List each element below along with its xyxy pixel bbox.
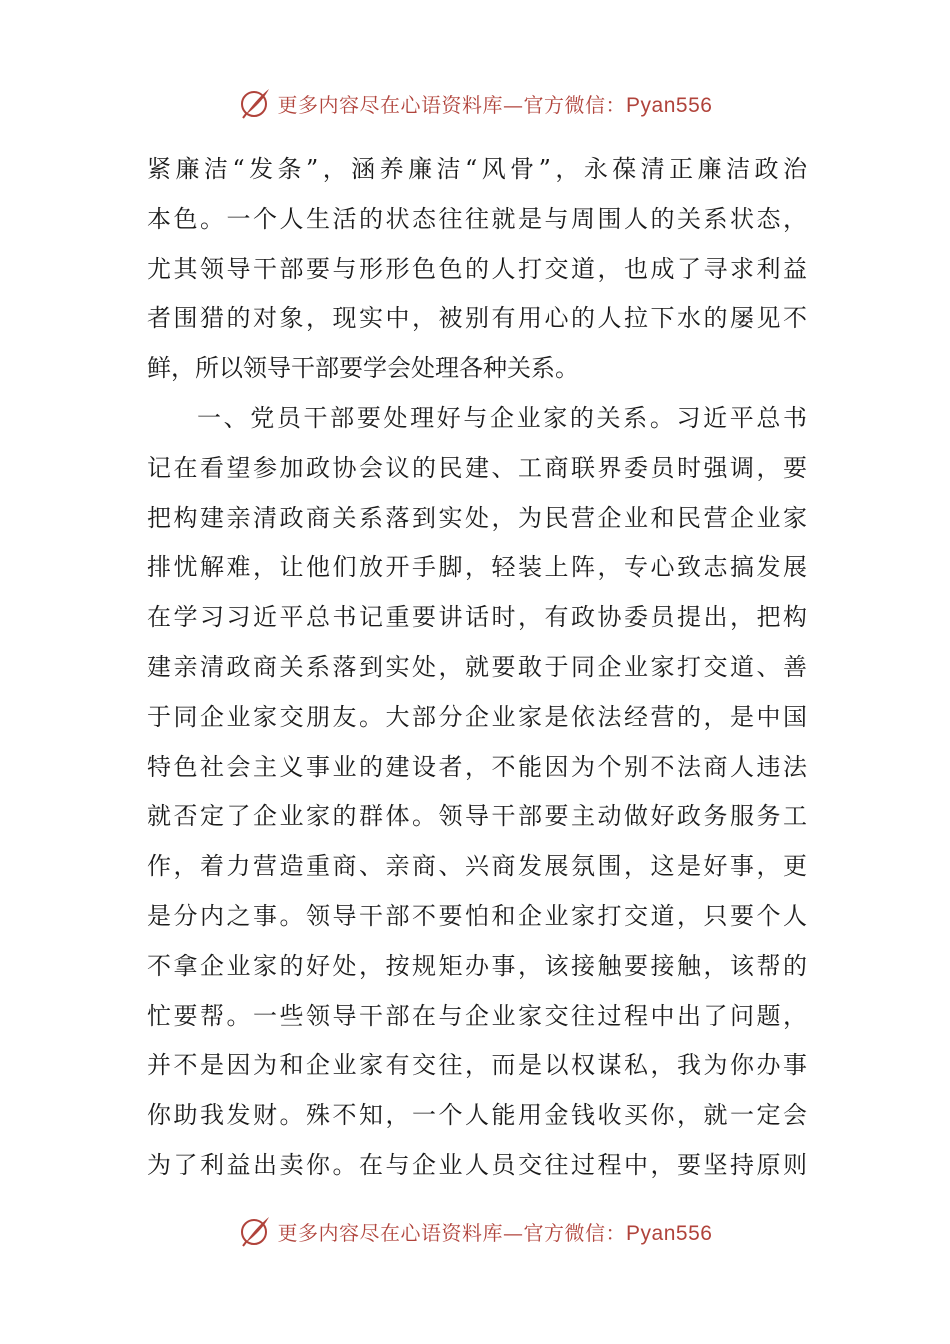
document-body — [147, 145, 807, 1191]
text-line: 建亲清政商关系落到实处，就要敢于同企业家打交道、善 — [147, 652, 807, 681]
text-line: 紧廉洁“发条”，涵养廉洁“风骨”，永葆清正廉洁政治 — [147, 155, 807, 183]
text-line: 把构建亲清政商关系落到实处，为民营企业和民营企业家 — [147, 503, 807, 532]
text-line: 你助我发财。殊不知，一个人能用金钱收买你，就一定会 — [147, 1101, 807, 1130]
text-line: 为了利益出卖你。在与企业人员交往过程中，要坚持原则 — [147, 1150, 807, 1179]
text-line: 在学习习近平总书记重要讲话时，有政协委员提出，把构 — [147, 603, 807, 632]
text-line: 作，着力营造重商、亲商、兴商发展氛围，这是好事，更 — [147, 852, 807, 881]
footer-banner-text: 更多内容尽在心语资料库—官方微信：Pyan556 — [277, 1220, 713, 1245]
text-line: 是分内之事。领导干部不要怕和企业家打交道，只要个人 — [147, 901, 807, 930]
text-line: 排忧解难，让他们放开手脚，轻装上阵，专心致志搞发展 — [147, 553, 807, 582]
text-line: 忙要帮。一些领导干部在与企业家交往过程中出了问题， — [147, 1001, 807, 1030]
text-line: 者围猎的对象，现实中，被别有用心的人拉下水的屡见不 — [147, 304, 807, 333]
text-line: 就否定了企业家的群体。领导干部要主动做好政务服务工 — [147, 802, 807, 831]
header-wechat-id: Pyan556 — [626, 93, 713, 117]
paragraph-start-line: 一、党员干部要处理好与企业家的关系。习近平总书 — [197, 403, 807, 432]
footer-banner — [0, 1211, 950, 1251]
text-line: 并不是因为和企业家有交往，而是以权谋私，我为你办事 — [147, 1051, 807, 1080]
text-line: 鲜，所以领导干部要学会处理各种关系。 — [147, 354, 579, 383]
text-line: 不拿企业家的好处，按规矩办事，该接触要接触，该帮的 — [147, 951, 807, 980]
header-banner — [0, 83, 950, 123]
text-line: 记在看望参加政协会议的民建、工商联界委员时强调，要 — [147, 453, 807, 482]
text-line: 本色。一个人生活的状态往往就是与周围人的关系状态， — [147, 204, 807, 233]
text-line: 特色社会主义事业的建设者，不能因为个别不法商人违法 — [147, 752, 807, 781]
footer-wechat-id: Pyan556 — [626, 1221, 713, 1245]
header-banner-text: 更多内容尽在心语资料库—官方微信：Pyan556 — [277, 92, 713, 117]
text-line: 于同企业家交朋友。大部分企业家是依法经营的，是中国 — [147, 702, 807, 731]
text-line: 尤其领导干部要与形形色色的人打交道，也成了寻求利益 — [147, 254, 807, 283]
quill-logo-icon — [238, 1214, 272, 1248]
quill-logo-icon — [238, 86, 272, 120]
